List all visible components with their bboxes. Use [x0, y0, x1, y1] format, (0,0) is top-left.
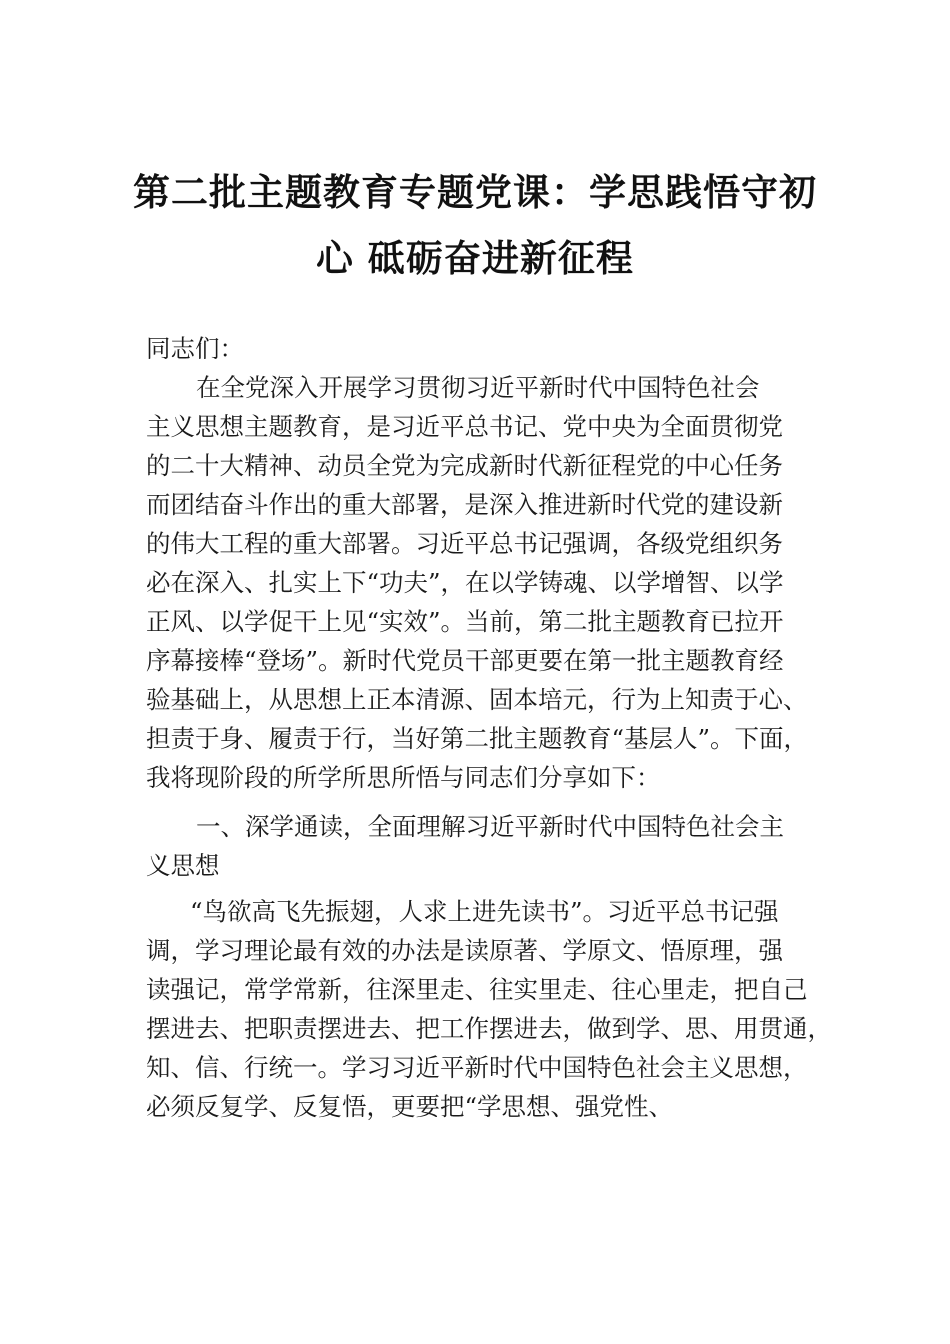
paragraph-1-line: 而团结奋斗作出的重大部署，是深入推进新时代党的建设新 — [146, 490, 783, 519]
paragraph-2-line: “鸟欲高飞先振翅，人求上进先读书”。习近平总书记强 — [190, 897, 779, 926]
salutation: 同志们： — [146, 334, 244, 363]
paragraph-2-line: 调，学习理论最有效的办法是读原著、学原文、悟原理，强 — [146, 936, 783, 965]
paragraph-2-line: 必须反复学、反复悟，更要把“学思想、强党性、 — [146, 1092, 674, 1121]
paragraph-2-line: 摆进去、把职责摆进去、把工作摆进去，做到学、思、用贯通， — [146, 1014, 832, 1043]
paragraph-1-line: 必在深入、扎实上下“功夫”，在以学铸魂、以学增智、以学 — [146, 568, 784, 597]
paragraph-2-line: 读强记，常学常新，往深里走、往实里走、往心里走，把自己 — [146, 975, 808, 1004]
section-1-heading-line: 一、深学通读，全面理解习近平新时代中国特色社会主 — [196, 812, 784, 841]
document-title-line-2: 心 砥砺奋进新征程 — [316, 237, 634, 280]
paragraph-1-line: 正风、以学促干上见“实效”。当前，第二批主题教育已拉开 — [146, 607, 784, 636]
paragraph-1-line: 在全党深入开展学习贯彻习近平新时代中国特色社会 — [196, 373, 760, 402]
document-title-line-1: 第二批主题教育专题党课：学思践悟守初 — [133, 171, 817, 214]
paragraph-1-line: 的二十大精神、动员全党为完成新时代新征程党的中心任务 — [146, 451, 783, 480]
section-1-heading-line: 义思想 — [146, 851, 220, 880]
paragraph-1-line: 担责于身、履责于行，当好第二批主题教育“基层人”。下面， — [146, 724, 809, 753]
paragraph-1-line: 序幕接棒“登场”。新时代党员干部更要在第一批主题教育经 — [146, 646, 784, 675]
paragraph-1-line: 验基础上，从思想上正本清源、固本培元，行为上知责于心、 — [146, 685, 808, 714]
paragraph-2-line: 知、信、行统一。学习习近平新时代中国特色社会主义思想， — [146, 1053, 808, 1082]
paragraph-1-line: 我将现阶段的所学所思所悟与同志们分享如下： — [146, 763, 661, 792]
paragraph-1-line: 的伟大工程的重大部署。习近平总书记强调，各级党组织务 — [146, 529, 783, 558]
paragraph-1-line: 主义思想主题教育，是习近平总书记、党中央为全面贯彻党 — [146, 412, 783, 441]
